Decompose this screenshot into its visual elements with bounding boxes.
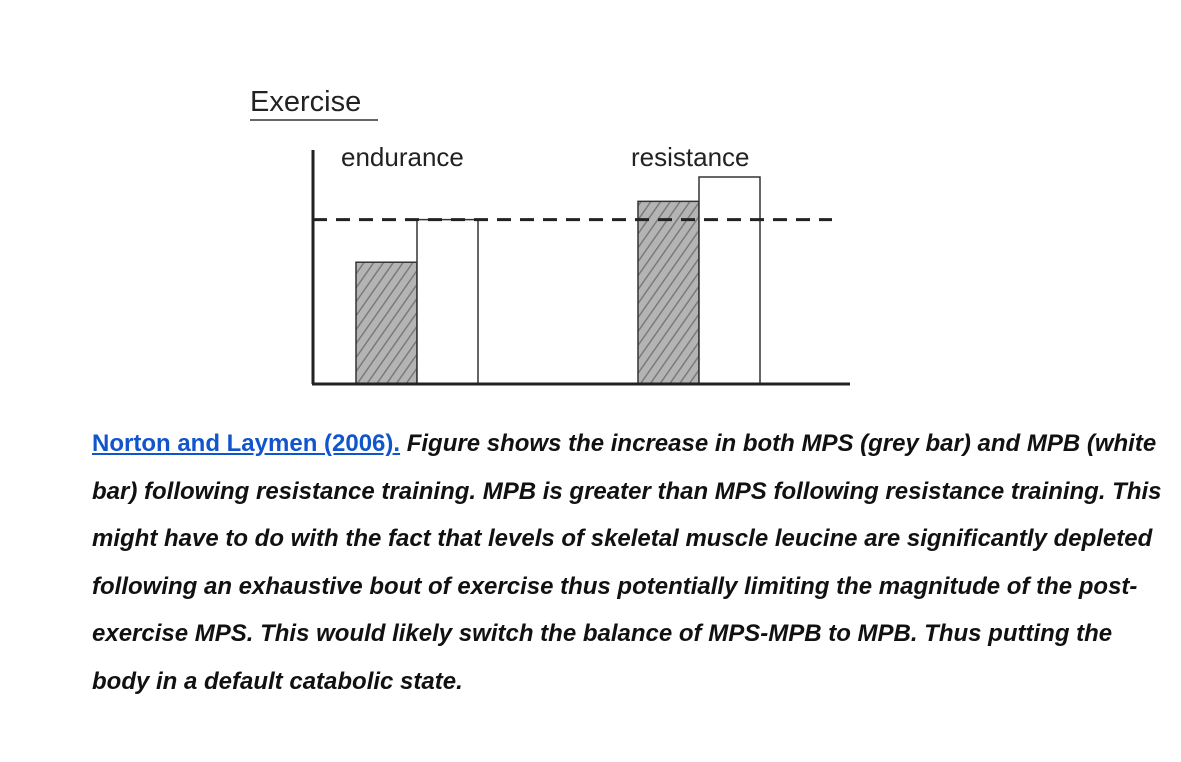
bar-mpb-resistance	[699, 177, 760, 384]
bar-mps-endurance	[356, 262, 417, 384]
caption-text: Figure shows the increase in both MPS (grey bar) and MPB (white bar) following resistance training. MPB is greater than MPS following resistance training. This might have to do with the fact that levels of skeletal muscle leucine are significantly depleted following an exhaustive bout of exercise thus potentially limiting the magnitude of the post-exercise MPS. This would likely switch the balance of MPS-MPB to MPB. Thus putting the body in a default catabolic state.	[92, 430, 1162, 695]
bar-mpb-endurance	[417, 220, 478, 384]
chart-title: Exercise	[250, 86, 362, 118]
citation-link[interactable]: Norton and Laymen (2006).	[92, 430, 401, 457]
category-label-endurance: endurance	[341, 142, 464, 172]
category-label-resistance: resistance	[631, 142, 750, 172]
figure-caption	[92, 420, 1172, 705]
bar-mps-resistance	[638, 201, 699, 384]
